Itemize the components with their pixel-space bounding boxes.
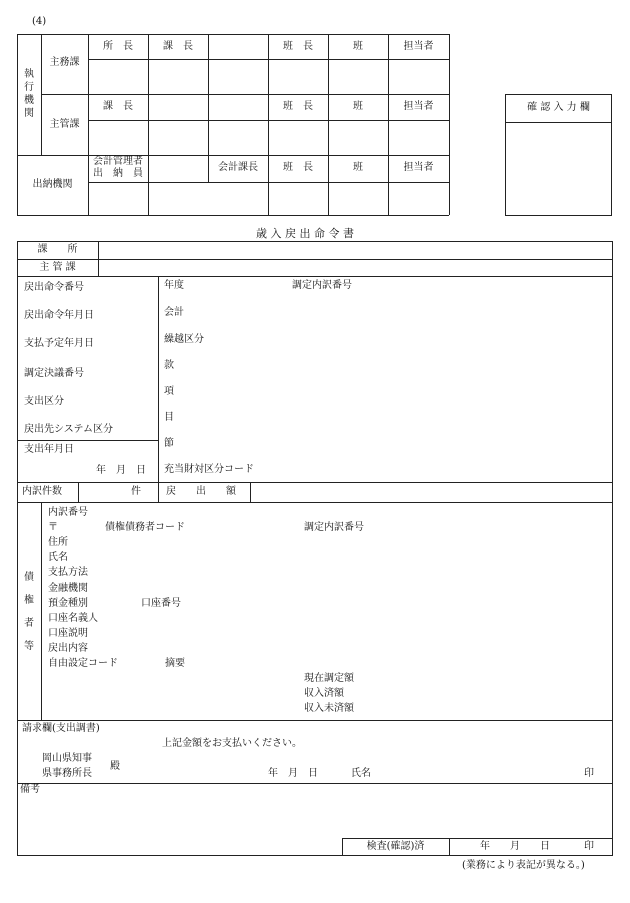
creditor-label: 内訳番号 (48, 507, 88, 518)
field-label: 支払予定年月日 (24, 338, 94, 349)
stamp-cell: 担当者 (403, 162, 434, 173)
stamp-cell: 課 長 (103, 101, 133, 112)
creditor-side-label: 権 (24, 595, 34, 606)
creditor-label: 口座番号 (141, 598, 181, 609)
inspect-date: 年 月 日 (480, 841, 550, 852)
field-label: 会計 (164, 307, 184, 318)
field-label: 調定内訳番号 (292, 280, 352, 291)
request-label: 請求欄(支出調書) (22, 723, 100, 734)
field-label: 目 (164, 412, 174, 423)
field-label: 戻出先システム区分 (24, 424, 113, 435)
field-label: 支出区分 (24, 396, 64, 407)
stamp-cell: 班 長 (283, 101, 313, 112)
creditor-label: 債権債務者コード (105, 522, 185, 533)
field-label: 戻出命令年月日 (24, 310, 94, 321)
shukan-label: 主 管 課 (39, 262, 76, 273)
creditor-label: 口座説明 (48, 628, 88, 639)
creditor-label: 支払方法 (48, 567, 88, 578)
creditor-label: 現在調定額 (304, 673, 354, 684)
stamp-cell: 所 長 (103, 41, 133, 52)
form-number: (4) (32, 16, 47, 27)
field-label: 項 (164, 386, 174, 397)
request-governor: 岡山県知事 (42, 753, 92, 764)
creditor-side-label: 債 (24, 572, 34, 583)
creditor-label: 氏名 (48, 552, 68, 563)
page-title: 歳 入 戻 出 命 令 書 (256, 227, 354, 240)
creditor-label: 戻出内容 (48, 643, 88, 654)
field-label: 支出年月日 (24, 444, 74, 455)
creditor-label: 預金種別 (48, 598, 88, 609)
kasho-label: 課 所 (37, 244, 78, 255)
footnote: (業務により表記が異なる。) (462, 860, 585, 871)
creditor-label: 自由設定コード (48, 658, 118, 669)
confirm-label: 確 認 入 力 欄 (527, 102, 590, 113)
stamp-cell: 班 (353, 41, 363, 52)
creditor-label: 住所 (48, 537, 68, 548)
field-label: 款 (164, 360, 174, 371)
stamp-cell: 担当者 (403, 41, 434, 52)
postal-mark: 〒 (48, 522, 58, 533)
creditor-label: 収入済額 (304, 688, 344, 699)
exec-label: 執行機関 (24, 69, 34, 119)
request-date: 年 月 日 (268, 768, 318, 779)
amount-field[interactable] (251, 483, 611, 501)
field-label: 戻出命令番号 (24, 282, 84, 293)
creditor-label: 口座名義人 (48, 613, 98, 624)
field-label: 年度 (164, 280, 184, 291)
creditor-label: 金融機関 (48, 583, 88, 594)
field-label: 節 (164, 438, 174, 449)
shukan-field[interactable] (99, 260, 611, 275)
request-seal: 印 (584, 768, 594, 779)
stamp-cell: 班 長 (283, 162, 313, 173)
field-label: 調定決議番号 (24, 368, 84, 379)
inspect-seal: 印 (584, 841, 594, 852)
request-office: 県事務所長 (42, 768, 92, 779)
field-label: 充当財対区分コード (164, 464, 254, 475)
remarks-label: 備考 (20, 784, 40, 795)
remarks-field[interactable] (40, 797, 600, 837)
count-unit: 件 (131, 486, 141, 497)
request-message: 上記金額をお支払いください。 (162, 738, 302, 749)
row1-label: 主務課 (49, 57, 80, 68)
request-name-label: 氏名 (351, 768, 371, 779)
request-dono: 殿 (110, 761, 120, 772)
stamp-cell: 課 長 (163, 41, 193, 52)
creditor-label: 摘要 (165, 658, 185, 669)
field-label: 繰越区分 (164, 334, 204, 345)
count-field[interactable] (79, 483, 127, 501)
stamp-cell: 班 長 (283, 41, 313, 52)
inspect-label: 検査(確認)済 (366, 841, 425, 852)
creditor-label: 調定内訳番号 (304, 522, 364, 533)
date-ymd: 年 月 日 (96, 465, 146, 476)
creditor-label: 収入未済額 (304, 703, 354, 714)
stamp-cell: 会計管理者 (93, 156, 143, 167)
stamp-cell: 担当者 (403, 101, 434, 112)
creditor-side-label: 等 (24, 641, 34, 652)
stamp-cell: 班 (353, 162, 363, 173)
stamp-cell: 会計課長 (218, 162, 258, 173)
amount-label: 戻 出 額 (166, 486, 236, 497)
stamp-cell: 出 納 員 (93, 168, 143, 179)
row2-label: 主管課 (49, 119, 80, 130)
stamp-cell: 班 (353, 101, 363, 112)
row3-label: 出納機関 (32, 179, 73, 190)
creditor-side-label: 者 (24, 618, 34, 629)
kasho-field[interactable] (99, 242, 611, 258)
count-label: 内訳件数 (22, 486, 62, 497)
